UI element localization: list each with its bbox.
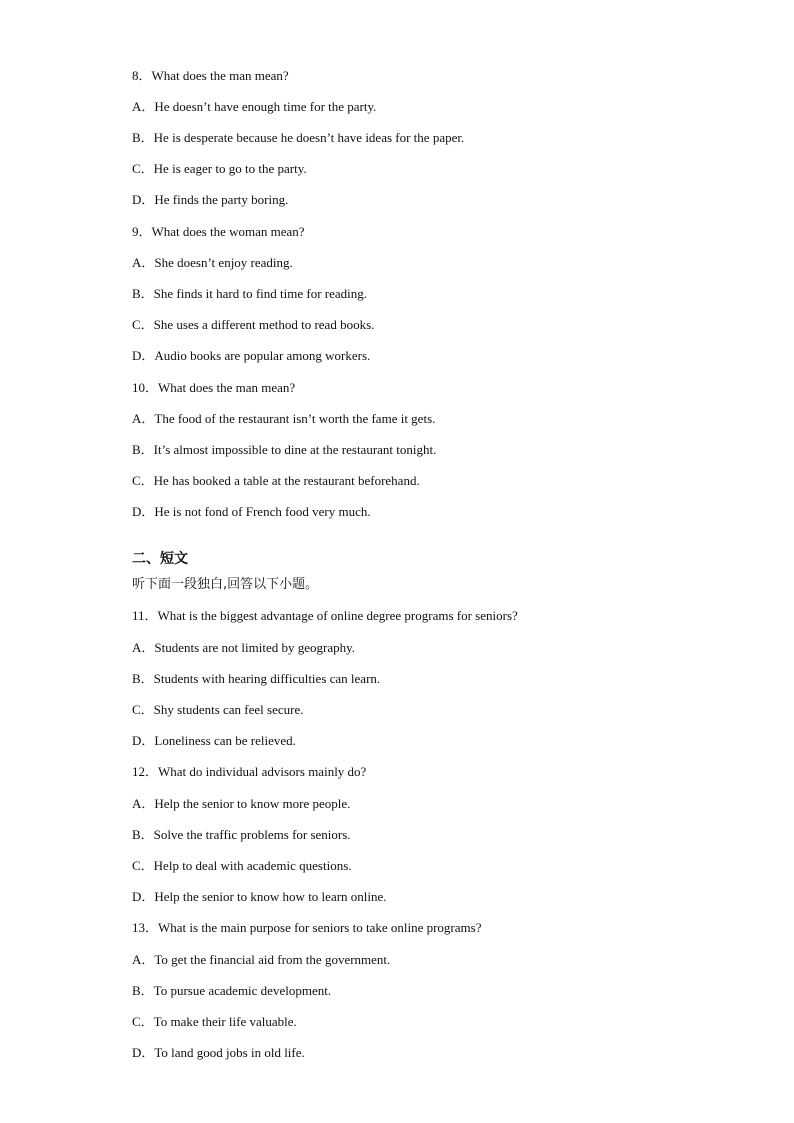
question-11-option-a: A．Students are not limited by geography. bbox=[132, 640, 356, 655]
question-9-option-c: C．She uses a different method to read books. bbox=[132, 317, 375, 332]
question-11-option-d: D．Loneliness can be relieved. bbox=[132, 733, 296, 748]
question-10-option-b: B．It’s almost impossible to dine at the restaurant tonight. bbox=[132, 442, 437, 457]
question-13-option-a: A．To get the financial aid from the government. bbox=[132, 952, 391, 967]
question-10-option-d: D．He is not fond of French food very much. bbox=[132, 504, 371, 519]
question-12-option-a: A．Help the senior to know more people. bbox=[132, 796, 351, 811]
question-12-option-d: D．Help the senior to know how to learn online. bbox=[132, 889, 387, 904]
section-instruction: 听下面一段独白,回答以下小题。 bbox=[132, 577, 319, 592]
question-10-option-a: A．The food of the restaurant isn’t worth the fame it gets. bbox=[132, 411, 436, 426]
question-8-option-c: C．He is eager to go to the party. bbox=[132, 161, 307, 176]
question-13: 13．What is the main purpose for seniors to take online programs? bbox=[132, 920, 482, 935]
question-8-option-a: A．He doesn’t have enough time for the party. bbox=[132, 99, 377, 114]
section-heading: 二、短文 bbox=[132, 551, 188, 567]
question-9-option-d: D．Audio books are popular among workers. bbox=[132, 348, 371, 363]
question-9-option-b: B．She finds it hard to find time for reading. bbox=[132, 286, 368, 301]
question-12: 12．What do individual advisors mainly do? bbox=[132, 764, 367, 779]
question-12-option-b: B．Solve the traffic problems for seniors. bbox=[132, 827, 351, 842]
question-11-option-b: B．Students with hearing difficulties can learn. bbox=[132, 671, 381, 686]
question-8-option-d: D．He finds the party boring. bbox=[132, 192, 289, 207]
question-12-option-c: C．Help to deal with academic questions. bbox=[132, 858, 352, 873]
question-9: 9．What does the woman mean? bbox=[132, 224, 305, 239]
question-9-option-a: A．She doesn’t enjoy reading. bbox=[132, 255, 293, 270]
question-10-option-c: C．He has booked a table at the restaurant beforehand. bbox=[132, 473, 420, 488]
question-13-option-c: C．To make their life valuable. bbox=[132, 1014, 297, 1029]
question-13-option-b: B．To pursue academic development. bbox=[132, 983, 332, 998]
question-10: 10．What does the man mean? bbox=[132, 380, 296, 395]
question-13-option-d: D．To land good jobs in old life. bbox=[132, 1045, 305, 1060]
question-11: 11．What is the biggest advantage of online degree programs for seniors? bbox=[132, 608, 518, 623]
question-11-option-c: C．Shy students can feel secure. bbox=[132, 702, 304, 717]
question-8: 8．What does the man mean? bbox=[132, 68, 289, 83]
question-8-option-b: B．He is desperate because he doesn’t have ideas for the paper. bbox=[132, 130, 465, 145]
